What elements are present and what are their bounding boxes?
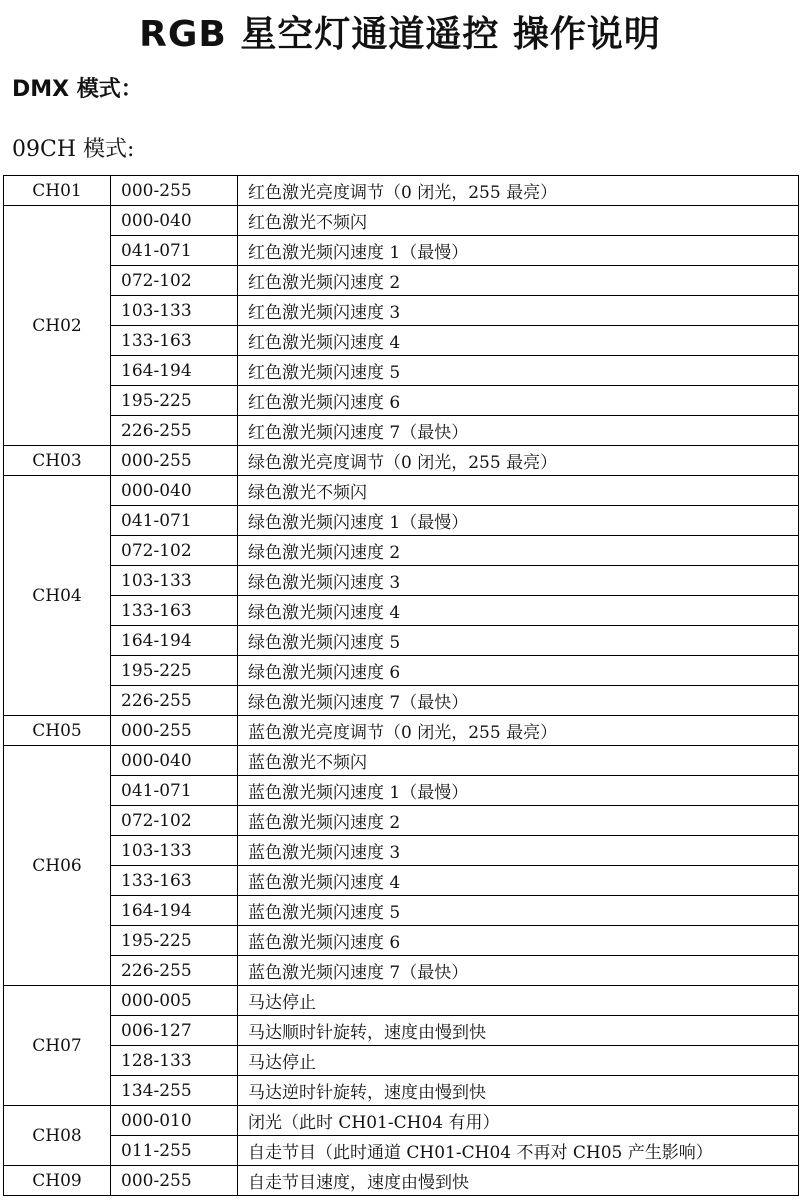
- function-description-cell: 红色激光频闪速度 6: [238, 386, 799, 416]
- value-range-cell: 226-255: [111, 956, 238, 986]
- value-range-cell: 072-102: [111, 806, 238, 836]
- function-description-cell: 马达停止: [238, 986, 799, 1016]
- value-range-cell: 000-040: [111, 206, 238, 236]
- table-row: [4, 1016, 799, 1046]
- function-description-cell: 蓝色激光频闪速度 2: [238, 806, 799, 836]
- function-description-cell: 红色激光频闪速度 5: [238, 356, 799, 386]
- table-row: [4, 206, 799, 236]
- channel-cell: CH09: [4, 1166, 111, 1196]
- value-range-cell: 164-194: [111, 356, 238, 386]
- value-range-cell: 103-133: [111, 836, 238, 866]
- value-range-cell: 006-127: [111, 1016, 238, 1046]
- channel-cell: CH07: [4, 986, 111, 1106]
- function-description-cell: 蓝色激光频闪速度 1（最慢）: [238, 776, 799, 806]
- table-row: [4, 1166, 799, 1196]
- table-row: [4, 356, 799, 386]
- function-description-cell: 红色激光不频闪: [238, 206, 799, 236]
- function-description-cell: 蓝色激光不频闪: [238, 746, 799, 776]
- value-range-cell: 000-255: [111, 446, 238, 476]
- function-description-cell: 绿色激光频闪速度 1（最慢）: [238, 506, 799, 536]
- channel-cell: CH06: [4, 746, 111, 986]
- dmx-mode-heading: DMX 模式：: [12, 77, 143, 102]
- value-range-cell: 164-194: [111, 626, 238, 656]
- channel-cell: CH02: [4, 206, 111, 446]
- value-range-cell: 103-133: [111, 296, 238, 326]
- function-description-cell: 蓝色激光亮度调节（0 闭光，255 最亮）: [238, 716, 799, 746]
- function-description-cell: 马达顺时针旋转，速度由慢到快: [238, 1016, 799, 1046]
- function-description-cell: 红色激光亮度调节（0 闭光，255 最亮）: [238, 176, 799, 206]
- value-range-cell: 133-163: [111, 326, 238, 356]
- value-range-cell: 000-255: [111, 716, 238, 746]
- table-row: [4, 236, 799, 266]
- function-description-cell: 马达停止: [238, 1046, 799, 1076]
- table-row: [4, 326, 799, 356]
- table-row: [4, 836, 799, 866]
- table-row: [4, 626, 799, 656]
- value-range-cell: 041-071: [111, 506, 238, 536]
- function-description-cell: 绿色激光频闪速度 4: [238, 596, 799, 626]
- table-row: [4, 866, 799, 896]
- table-row: [4, 476, 799, 506]
- value-range-cell: 195-225: [111, 926, 238, 956]
- value-range-cell: 041-071: [111, 776, 238, 806]
- table-row: [4, 896, 799, 926]
- table-row: [4, 746, 799, 776]
- channel-cell: CH05: [4, 716, 111, 746]
- table-row: [4, 686, 799, 716]
- value-range-cell: 226-255: [111, 686, 238, 716]
- function-description-cell: 蓝色激光频闪速度 7（最快）: [238, 956, 799, 986]
- table-row: [4, 536, 799, 566]
- table-row: [4, 926, 799, 956]
- function-description-cell: 绿色激光频闪速度 5: [238, 626, 799, 656]
- value-range-cell: 000-005: [111, 986, 238, 1016]
- function-description-cell: 绿色激光频闪速度 6: [238, 656, 799, 686]
- function-description-cell: 绿色激光亮度调节（0 闭光，255 最亮）: [238, 446, 799, 476]
- table-row: [4, 566, 799, 596]
- table-row: [4, 596, 799, 626]
- function-description-cell: 蓝色激光频闪速度 5: [238, 896, 799, 926]
- function-description-cell: 红色激光频闪速度 7（最快）: [238, 416, 799, 446]
- value-range-cell: 041-071: [111, 236, 238, 266]
- table-row: [4, 776, 799, 806]
- table-row: [4, 956, 799, 986]
- function-description-cell: 红色激光频闪速度 1（最慢）: [238, 236, 799, 266]
- table-row: [4, 1136, 799, 1166]
- value-range-cell: 000-255: [111, 1166, 238, 1196]
- value-range-cell: 000-040: [111, 746, 238, 776]
- value-range-cell: 134-255: [111, 1076, 238, 1106]
- function-description-cell: 自走节目（此时通道 CH01-CH04 不再对 CH05 产生影响）: [238, 1136, 799, 1166]
- value-range-cell: 133-163: [111, 866, 238, 896]
- function-description-cell: 蓝色激光频闪速度 3: [238, 836, 799, 866]
- function-description-cell: 绿色激光频闪速度 7（最快）: [238, 686, 799, 716]
- table-row: [4, 1076, 799, 1106]
- table-row: [4, 716, 799, 746]
- channel-cell: CH01: [4, 176, 111, 206]
- value-range-cell: 226-255: [111, 416, 238, 446]
- page-title: RGB 星空灯通道遥控 操作说明: [139, 14, 661, 55]
- value-range-cell: 164-194: [111, 896, 238, 926]
- function-description-cell: 绿色激光频闪速度 2: [238, 536, 799, 566]
- table-row: [4, 1046, 799, 1076]
- value-range-cell: 128-133: [111, 1046, 238, 1076]
- table-row: [4, 986, 799, 1016]
- table-row: [4, 506, 799, 536]
- function-description-cell: 蓝色激光频闪速度 4: [238, 866, 799, 896]
- value-range-cell: 133-163: [111, 596, 238, 626]
- table-row: [4, 296, 799, 326]
- table-row: [4, 176, 799, 206]
- function-description-cell: 绿色激光不频闪: [238, 476, 799, 506]
- table-row: [4, 656, 799, 686]
- value-range-cell: 000-010: [111, 1106, 238, 1136]
- value-range-cell: 000-040: [111, 476, 238, 506]
- value-range-cell: 195-225: [111, 386, 238, 416]
- function-description-cell: 闭光（此时 CH01-CH04 有用）: [238, 1106, 799, 1136]
- table-row: [4, 386, 799, 416]
- table-row: [4, 416, 799, 446]
- value-range-cell: 011-255: [111, 1136, 238, 1166]
- value-range-cell: 103-133: [111, 566, 238, 596]
- function-description-cell: 红色激光频闪速度 3: [238, 296, 799, 326]
- table-row: [4, 446, 799, 476]
- value-range-cell: 000-255: [111, 176, 238, 206]
- function-description-cell: 蓝色激光频闪速度 6: [238, 926, 799, 956]
- function-description-cell: 马达逆时针旋转，速度由慢到快: [238, 1076, 799, 1106]
- value-range-cell: 072-102: [111, 536, 238, 566]
- function-description-cell: 红色激光频闪速度 2: [238, 266, 799, 296]
- table-row: [4, 266, 799, 296]
- channel-cell: CH04: [4, 476, 111, 716]
- table-row: [4, 1106, 799, 1136]
- dmx-channel-table: [3, 175, 799, 1196]
- channel-cell: CH03: [4, 446, 111, 476]
- channel-cell: CH08: [4, 1106, 111, 1166]
- table-row: [4, 806, 799, 836]
- function-description-cell: 绿色激光频闪速度 3: [238, 566, 799, 596]
- function-description-cell: 自走节目速度，速度由慢到快: [238, 1166, 799, 1196]
- function-description-cell: 红色激光频闪速度 4: [238, 326, 799, 356]
- value-range-cell: 072-102: [111, 266, 238, 296]
- value-range-cell: 195-225: [111, 656, 238, 686]
- channel-mode-heading: 09CH 模式:: [12, 137, 135, 162]
